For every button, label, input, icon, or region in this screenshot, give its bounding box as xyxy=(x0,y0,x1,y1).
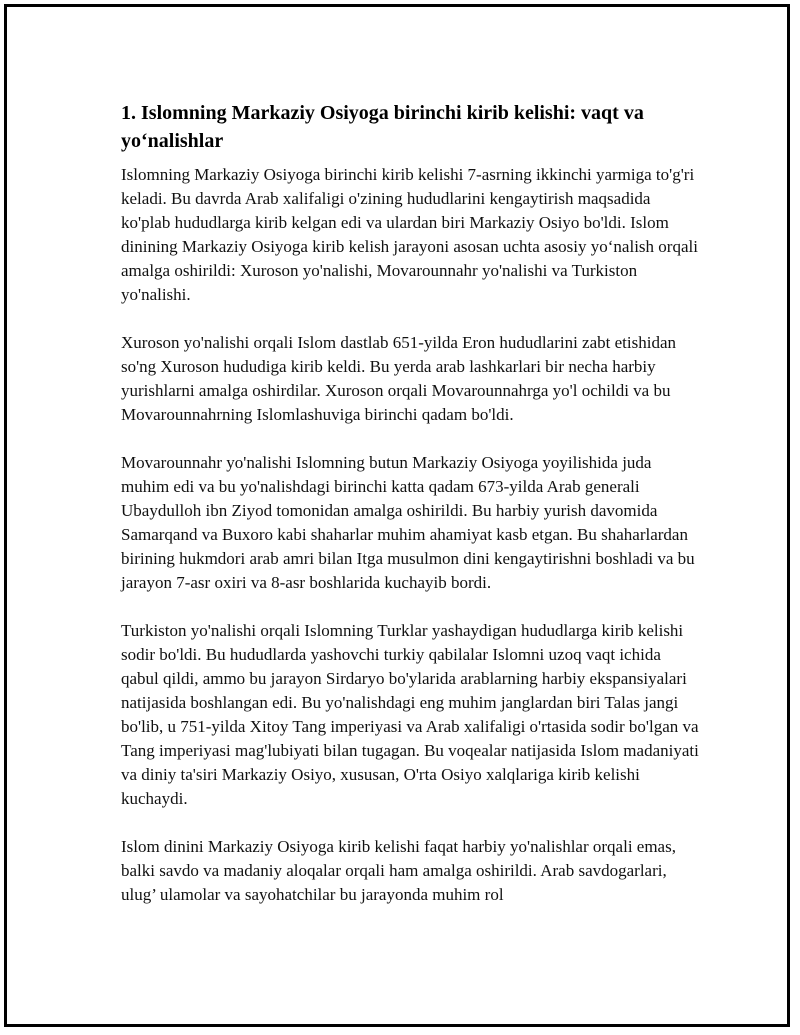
paragraph-intro: Islomning Markaziy Osiyoga birinchi kirib kelishi 7-asrning ikkinchi yarmiga to'g'ri keladi. Bu davrda Arab xalifaligi o'zining hududlarini kengaytirish maqsadida ko'plab hududlarga kirib kelgan edi va ulardan biri Markaziy Osiyo bo'ldi. Islom dinining Markaziy Osiyoga kirib kelish jarayoni asosan uchta asosiy yo‘nalish orqali amalga oshirildi: Xuroson yo'nalishi, Movarounnahr yo'nalishi va Turkiston yo'nalishi. xyxy=(121,165,698,304)
section-title: 1. Islomning Markaziy Osiyoga birinchi kirib kelishi: vaqt va yo‘nalishlar xyxy=(121,102,644,152)
page-frame xyxy=(4,4,790,1027)
paragraph-khorasan: Xuroson yo'nalishi orqali Islom dastlab 651-yilda Eron hududlarini zabt etishidan so'ng Xuroson hududiga kirib keldi. Bu yerda arab lashkarlari bir necha harbiy yurishlarni amalga oshirdilar. Xuroson orqali Movarounnahrga yo'l ochildi va bu Movarounnahrning Islomlashuviga birinchi qadam bo'ldi. xyxy=(121,333,676,424)
paragraph-turkestan: Turkiston yo'nalishi orqali Islomning Turklar yashaydigan hududlarga kirib kelishi sodir bo'ldi. Bu hududlarda yashovchi turkiy qabilalar Islomni uzoq vaqt ichida qabul qildi, ammo bu jarayon Sirdaryo bo'ylarida arablarning harbiy ekspansiyalari natijasida boshlangan edi. Bu yo'nalishdagi eng muhim janglardan biri Talas jangi bo'lib, u 751-yilda Xitoy Tang imperiyasi va Arab xalifaligi o'rtasida sodir bo'lgan va Tang imperiyasi mag'lubiyati bilan tugagan. Bu voqealar natijasida Islom madaniyati va diniy ta'siri Markaziy Osiyo, xususan, O'rta Osiyo xalqlariga kirib kelishi kuchaydi. xyxy=(121,621,699,808)
paragraph-movarounnahr: Movarounnahr yo'nalishi Islomning butun Markaziy Osiyoga yoyilishida juda muhim edi va bu yo'nalishdagi birinchi katta qadam 673-yilda Arab generali Ubaydulloh ibn Ziyod tomonidan amalga oshirildi. Bu harbiy yurish davomida Samarqand va Buxoro kabi shaharlar muhim ahamiyat kasb etgan. Bu shaharlardan birining hukmdori arab amri bilan Itga musulmon dini kengaytirishni boshladi va bu jarayon 7-asr oxiri va 8-asr boshlarida kuchayib bordi. xyxy=(121,453,695,592)
document-body xyxy=(121,99,701,931)
paragraph-trade-culture: Islom dinini Markaziy Osiyoga kirib kelishi faqat harbiy yo'nalishlar orqali emas, balki savdo va madaniy aloqalar orqali ham amalga oshirildi. Arab savdogarlari, ulug’ ulamolar va sayohatchilar bu jarayonda muhim rol xyxy=(121,837,676,904)
